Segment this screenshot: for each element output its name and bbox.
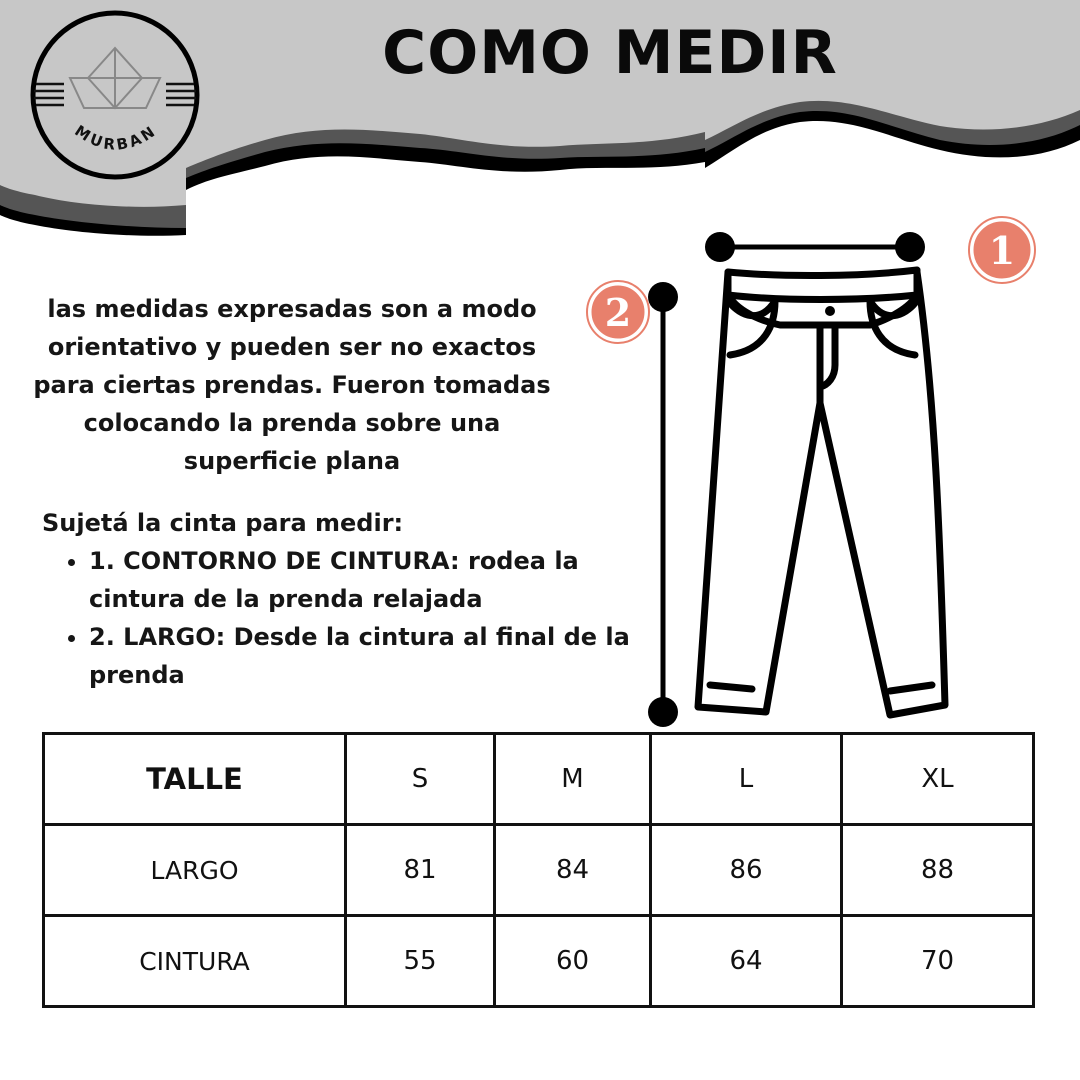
badge-2-label: 2 — [604, 290, 632, 335]
table-cell: 60 — [495, 916, 651, 1007]
table-cell: 64 — [651, 916, 842, 1007]
table-cell: 88 — [842, 825, 1034, 916]
badge-1-icon — [969, 217, 1035, 283]
size-header-s: S — [346, 734, 495, 825]
pants-measure-diagram — [580, 215, 1050, 730]
table-cell: 81 — [346, 825, 495, 916]
instructions-list — [42, 542, 649, 694]
table-header-label: TALLE — [44, 734, 346, 825]
intro-line: orientativo y pueden ser no exactos — [47, 333, 537, 361]
table-cell: 84 — [495, 825, 651, 916]
brand-logo — [28, 8, 203, 183]
brand-name: MURBAN — [71, 121, 161, 154]
table-cell: 86 — [651, 825, 842, 916]
page-title: COMO MEDIR — [382, 18, 838, 88]
table-cell: 55 — [346, 916, 495, 1007]
table-row — [44, 916, 1034, 1007]
intro-line: para ciertas prendas. Fueron tomadas — [33, 371, 551, 399]
size-header-xl: XL — [842, 734, 1034, 825]
intro-line: colocando la prenda sobre una — [83, 409, 501, 437]
badge-1-label: 1 — [988, 228, 1016, 273]
intro-line: superficie plana — [183, 447, 401, 475]
size-table — [42, 732, 1035, 1008]
row-label-cintura: CINTURA — [44, 916, 346, 1007]
row-label-largo: LARGO — [44, 825, 346, 916]
waist-measure-line — [705, 232, 925, 262]
table-cell: 70 — [842, 916, 1034, 1007]
instruction-length: • 2. LARGO: Desde la cintura al final de la prenda — [89, 618, 649, 694]
pants-icon — [698, 270, 945, 715]
badge-2-icon — [587, 281, 649, 343]
intro-paragraph — [22, 290, 562, 480]
instruction-waist: • 1. CONTORNO DE CINTURA: rodea la cintura de la prenda relajada — [89, 542, 649, 618]
length-measure-line — [648, 282, 678, 727]
table-header-row — [44, 734, 1034, 825]
instructions-heading: Sujetá la cinta para medir: — [42, 509, 404, 537]
intro-line: las medidas expresadas son a modo — [47, 295, 537, 323]
size-header-l: L — [651, 734, 842, 825]
button-icon — [825, 306, 835, 316]
table-row — [44, 825, 1034, 916]
size-header-m: M — [495, 734, 651, 825]
